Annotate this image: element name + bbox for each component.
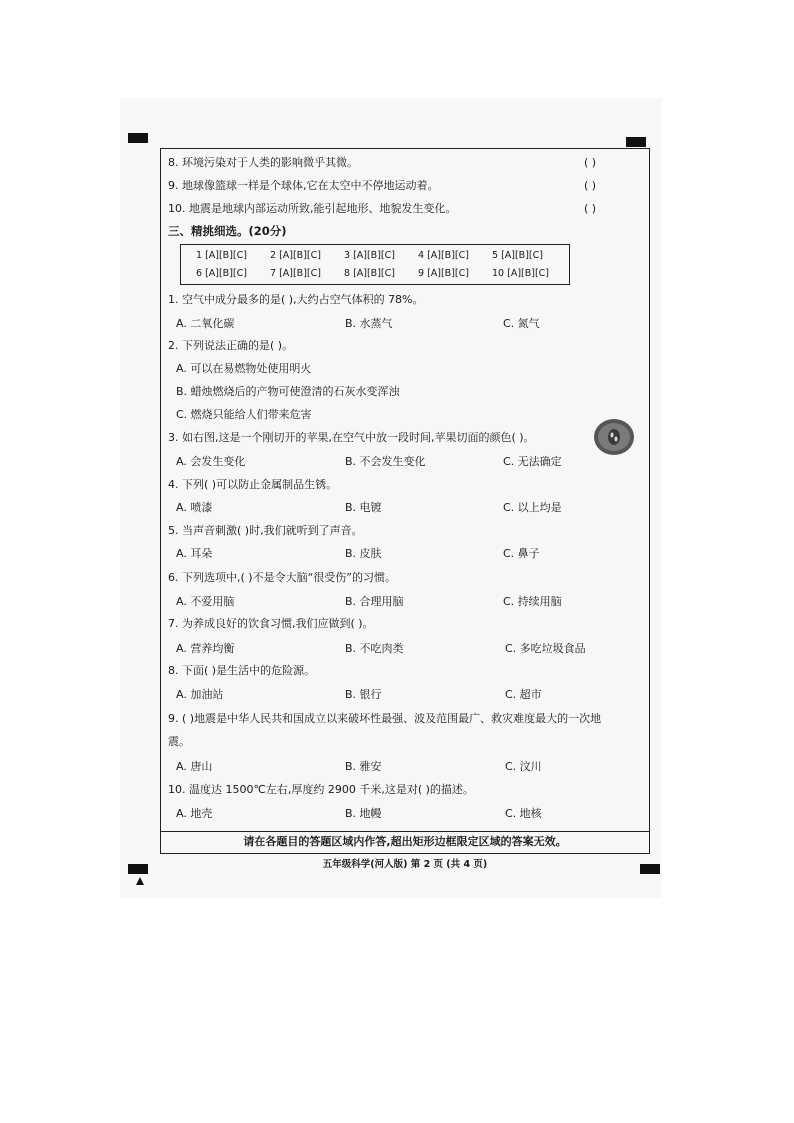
option-9c: C. 汶川: [505, 760, 542, 773]
question-3: 3. 如右图,这是一个刚切开的苹果,在空气中放一段时间,苹果切面的颜色( )。: [168, 431, 535, 444]
question-9-continued: 震。: [168, 735, 190, 748]
question-4: 4. 下列( )可以防止金属制品生锈。: [168, 478, 338, 491]
option-9a: A. 唐山: [176, 760, 213, 773]
option-1b: B. 水蒸气: [345, 317, 393, 330]
option-9b: B. 雅安: [345, 760, 382, 773]
answer-bubble-row[interactable]: 5 [A][B][C]: [492, 250, 543, 261]
option-5a: A. 耳朵: [176, 547, 213, 560]
option-1a: A. 二氧化碳: [176, 317, 235, 330]
answer-bubble-row[interactable]: 10 [A][B][C]: [492, 268, 549, 279]
option-4a: A. 喷漆: [176, 501, 213, 514]
answer-bubble-row[interactable]: 6 [A][B][C]: [196, 268, 247, 279]
option-3c: C. 无法确定: [503, 455, 562, 468]
question-5: 5. 当声音刺激( )时,我们就听到了声音。: [168, 524, 363, 537]
answer-bubble-row[interactable]: 9 [A][B][C]: [418, 268, 469, 279]
tf-answer-8[interactable]: ( ): [584, 156, 597, 169]
registration-mark-top-right: [626, 137, 646, 147]
option-6a: A. 不爱用脑: [176, 595, 235, 608]
tf-item-8: 8. 环境污染对于人类的影响微乎其微。: [168, 156, 358, 169]
page-footer: 五年级科学(河人版) 第 2 页 (共 4 页): [322, 859, 488, 870]
apple-cut-icon: [593, 418, 635, 456]
option-6b: B. 合理用脑: [345, 595, 404, 608]
option-5c: C. 鼻子: [503, 547, 540, 560]
tf-answer-9[interactable]: ( ): [584, 179, 597, 192]
tf-item-10: 10. 地震是地球内部运动所致,能引起地形、地貌发生变化。: [168, 202, 457, 215]
option-2c: C. 燃烧只能给人们带来危害: [176, 408, 312, 421]
option-1c: C. 氮气: [503, 317, 540, 330]
option-7b: B. 不吃肉类: [345, 642, 404, 655]
option-7a: A. 营养均衡: [176, 642, 235, 655]
section-heading: 三、精挑细选。(20分): [168, 224, 287, 238]
option-3a: A. 会发生变化: [176, 455, 246, 468]
option-8a: A. 加油站: [176, 688, 224, 701]
orientation-triangle-icon: [136, 877, 144, 885]
option-4c: C. 以上均是: [503, 501, 562, 514]
answer-bubble-row[interactable]: 3 [A][B][C]: [344, 250, 395, 261]
tf-answer-10[interactable]: ( ): [584, 202, 597, 215]
registration-mark-bottom-left: [128, 864, 148, 874]
option-7c: C. 多吃垃圾食品: [505, 642, 586, 655]
option-3b: B. 不会发生变化: [345, 455, 426, 468]
option-2a: A. 可以在易燃物处使用明火: [176, 362, 312, 375]
notice-divider: [160, 831, 650, 832]
option-2b: B. 蜡烛燃烧后的产物可使澄清的石灰水变浑浊: [176, 385, 400, 398]
option-8c: C. 超市: [505, 688, 542, 701]
question-2: 2. 下列说法正确的是( )。: [168, 339, 294, 352]
answer-bubble-row[interactable]: 8 [A][B][C]: [344, 268, 395, 279]
question-1: 1. 空气中成分最多的是( ),大约占空气体积的 78%。: [168, 293, 424, 306]
answer-bubble-row[interactable]: 2 [A][B][C]: [270, 250, 321, 261]
question-10: 10. 温度达 1500℃左右,厚度约 2900 千米,这是对( )的描述。: [168, 783, 474, 796]
answer-bubble-row[interactable]: 7 [A][B][C]: [270, 268, 321, 279]
answer-bubble-row[interactable]: 1 [A][B][C]: [196, 250, 247, 261]
option-4b: B. 电镀: [345, 501, 382, 514]
tf-item-9: 9. 地球像篮球一样是个球体,它在太空中不停地运动着。: [168, 179, 439, 192]
option-10c: C. 地核: [505, 807, 542, 820]
question-9: 9. ( )地震是中华人民共和国成立以来破坏性最强、波及范围最广、救灾难度最大的一次地: [168, 712, 602, 725]
question-7: 7. 为养成良好的饮食习惯,我们应做到( )。: [168, 617, 374, 630]
question-6: 6. 下列选项中,( )不是令大脑“很受伤”的习惯。: [168, 571, 396, 584]
answer-bubble-row[interactable]: 4 [A][B][C]: [418, 250, 469, 261]
option-5b: B. 皮肤: [345, 547, 382, 560]
answer-area-notice: 请在各题目的答题区域内作答,超出矩形边框限定区域的答案无效。: [243, 835, 567, 848]
option-10a: A. 地壳: [176, 807, 213, 820]
option-6c: C. 持续用脑: [503, 595, 562, 608]
question-8: 8. 下面( )是生活中的危险源。: [168, 664, 316, 677]
registration-mark-top-left: [128, 133, 148, 143]
option-8b: B. 银行: [345, 688, 382, 701]
option-10b: B. 地幔: [345, 807, 382, 820]
